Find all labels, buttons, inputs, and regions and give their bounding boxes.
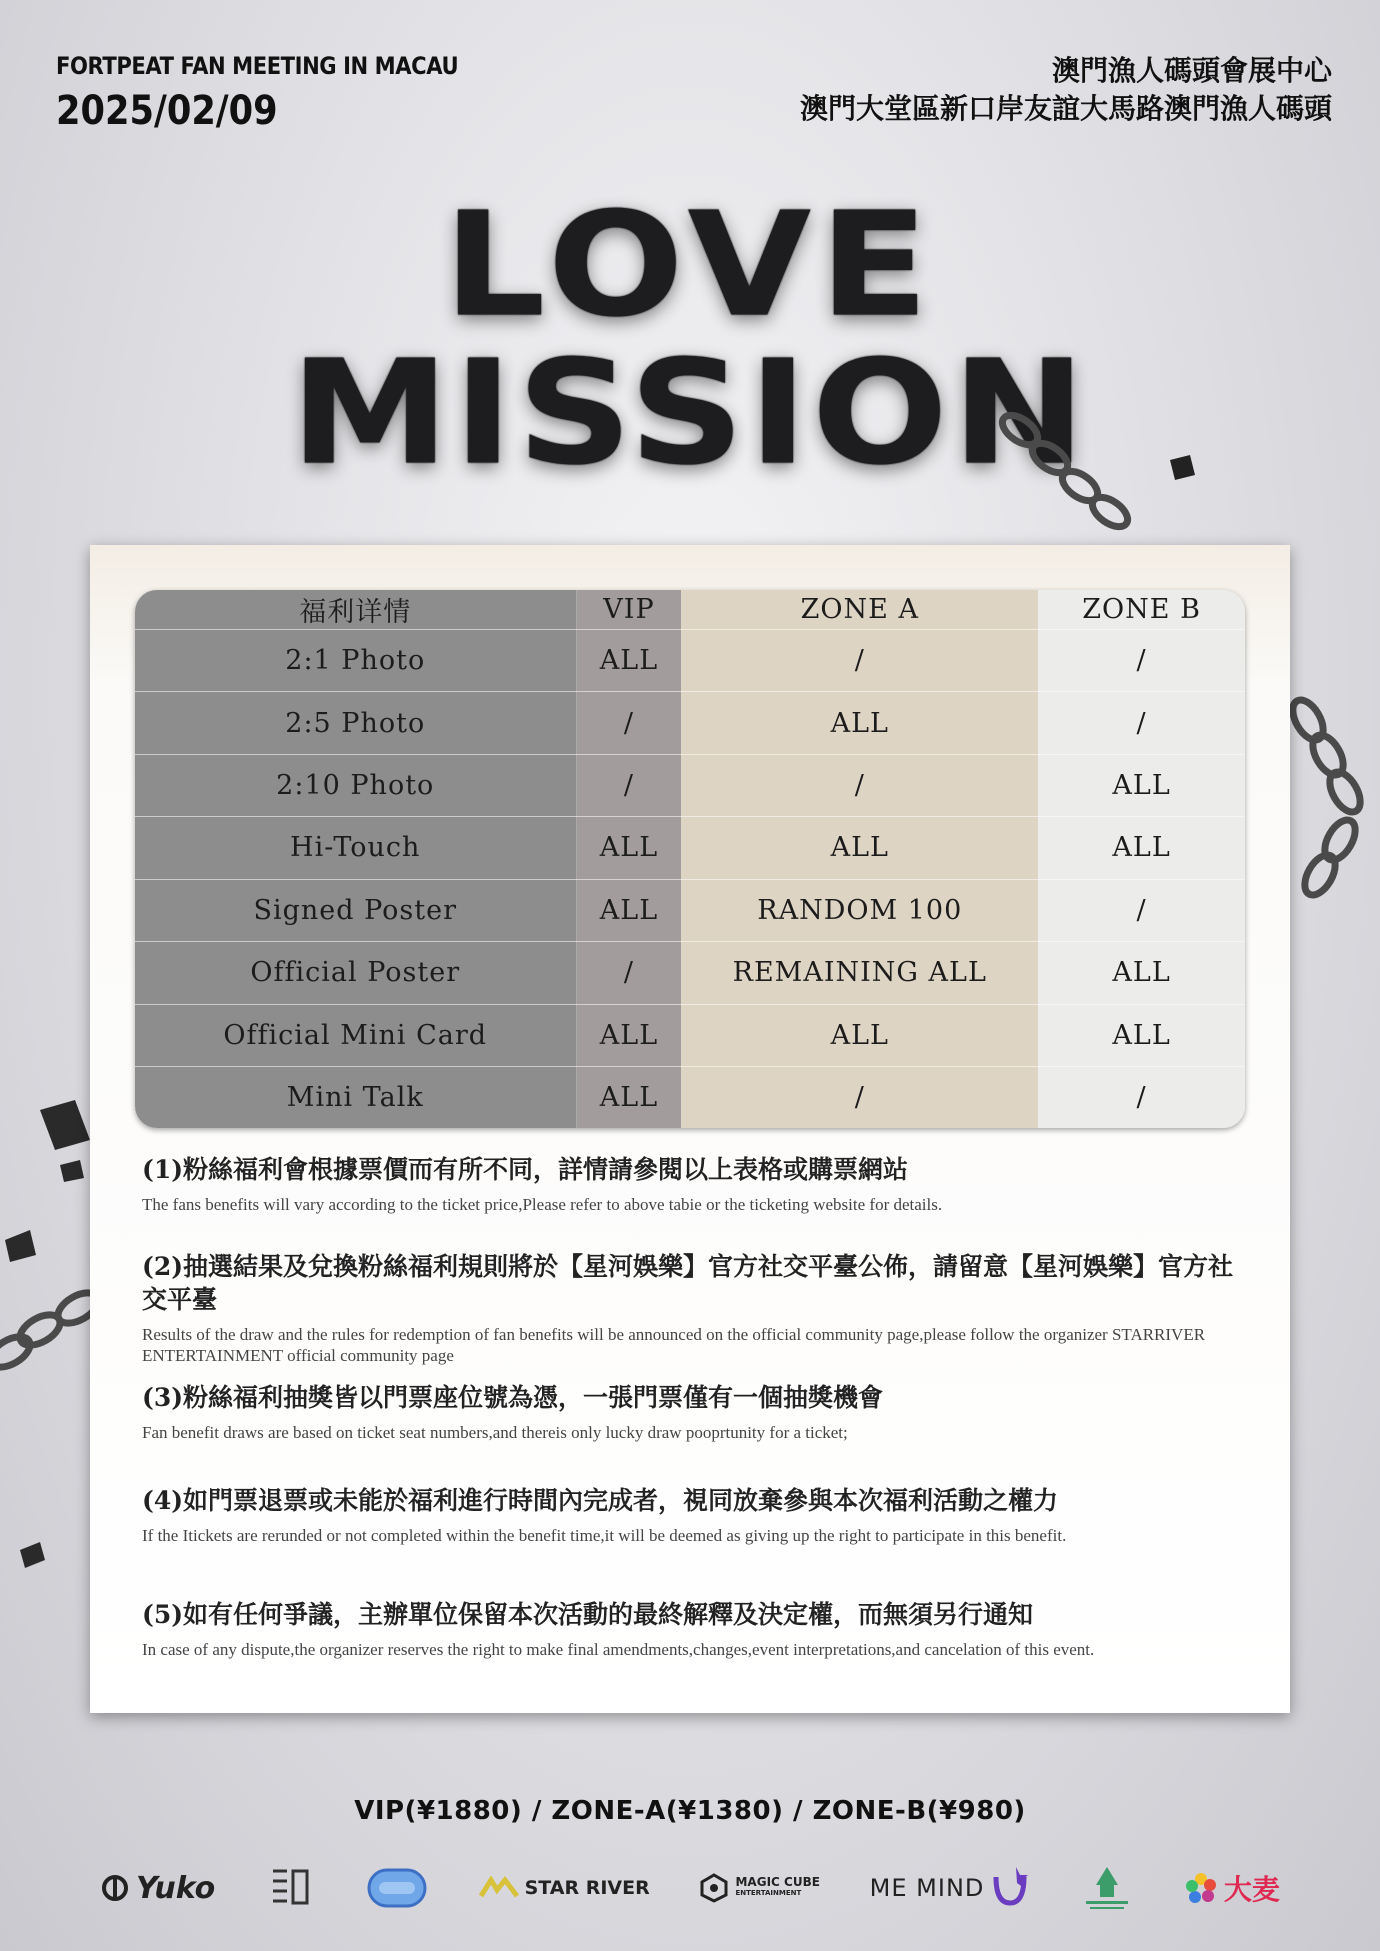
- cell-vip: /: [576, 692, 681, 754]
- table-row: [135, 630, 1245, 692]
- table-row: [135, 817, 1245, 879]
- cell-zone-b: ALL: [1038, 754, 1245, 816]
- cell-vip: ALL: [576, 1004, 681, 1066]
- sponsor-starriver-text: STAR RIVER: [524, 1877, 650, 1899]
- cell-vip: ALL: [576, 817, 681, 879]
- venue-name: 澳門漁人碼頭會展中心: [1051, 54, 1332, 87]
- term-text-en: If the Itickets are rerunded or not completed within the benefit time,it will be deemed as giving up the right to participate in this benefit.: [142, 1526, 1067, 1545]
- sponsor-yuko-text: Yuko: [136, 1870, 216, 1906]
- terms-list: [142, 1153, 1252, 1660]
- cell-zone-a: ALL: [681, 817, 1038, 879]
- cube-logo-icon: [699, 1873, 729, 1903]
- term-text-cn: (4)如門票退票或未能於福利進行時間內完成者，視同放棄參與本次福利活動之權力: [142, 1486, 1059, 1515]
- table-row: [135, 692, 1245, 754]
- term-text-cn: (5)如有任何爭議，主辦單位保留本次活動的最終解釋及決定權，而無須另行通知: [142, 1600, 1034, 1629]
- term-text-en: Results of the draw and the rules for redemption of fan benefits will be announced on the official community page,please follow the organizer STARRIVER ENTERTAINMENT official community page: [142, 1325, 1206, 1365]
- cell-zone-a: /: [681, 754, 1038, 816]
- header-zone-b: ZONE B: [1038, 590, 1245, 630]
- yuko-logo-icon: [100, 1873, 130, 1903]
- sponsor-fishermans-wharf: [1080, 1863, 1134, 1913]
- ticket-prices: VIP(¥1880) / ZONE-A(¥1380) / ZONE-B(¥980): [354, 1796, 1026, 1826]
- sponsor-damai-text: 大麦: [1223, 1873, 1280, 1906]
- cell-zone-a: ALL: [681, 692, 1038, 754]
- cell-zone-b: ALL: [1038, 942, 1245, 1004]
- term-item: [142, 1484, 1252, 1598]
- damai-logo-icon: [1184, 1871, 1218, 1905]
- event-header: [56, 52, 513, 134]
- term-text-en: Fan benefit draws are based on ticket seat numbers,and thereis only lucky draw pooprtunity for a ticket;: [142, 1423, 848, 1442]
- cell-benefit: 2:10 Photo: [135, 754, 576, 816]
- sponsor-blue-logo: [365, 1866, 429, 1910]
- benefits-table: [135, 590, 1245, 1128]
- cell-benefit: Hi-Touch: [135, 817, 576, 879]
- term-item: [142, 1598, 1252, 1660]
- table-row: [135, 754, 1245, 816]
- benefits-table-wrapper: [135, 590, 1245, 1128]
- sponsor-magiccube-subtext: ENTERTAINMENT: [735, 1889, 802, 1897]
- table-row: [135, 879, 1245, 941]
- cell-vip: ALL: [576, 1066, 681, 1128]
- cell-benefit: Mini Talk: [135, 1066, 576, 1128]
- cell-zone-a: /: [681, 630, 1038, 692]
- cell-vip: /: [576, 754, 681, 816]
- blue-badge-icon: [365, 1866, 429, 1910]
- table-row: [135, 942, 1245, 1004]
- cell-zone-b: ALL: [1038, 1004, 1245, 1066]
- term-text-en: In case of any dispute,the organizer reserves the right to make final amendments,changes,event interpretations,and cancelation of this event.: [142, 1640, 1095, 1659]
- cell-zone-b: /: [1038, 1066, 1245, 1128]
- term-item: [142, 1381, 1252, 1484]
- term-text-cn: (1)粉絲福利會根據票價而有所不同，詳情請參閱以上表格或購票網站: [142, 1155, 909, 1184]
- cell-benefit: Signed Poster: [135, 879, 576, 941]
- sponsor-magiccube: [699, 1873, 819, 1903]
- logo-line-1: LOVE: [443, 180, 937, 349]
- cell-benefit: 2:5 Photo: [135, 692, 576, 754]
- sponsor-memind-text: ME MIND: [869, 1874, 985, 1902]
- table-header-row: [135, 590, 1245, 630]
- sponsor-damai: [1184, 1868, 1280, 1908]
- cell-zone-a: RANDOM 100: [681, 879, 1038, 941]
- sponsor-memind: [870, 1863, 1031, 1913]
- cell-zone-b: /: [1038, 692, 1245, 754]
- cell-zone-a: ALL: [681, 1004, 1038, 1066]
- term-item: [142, 1250, 1252, 1381]
- cell-zone-b: ALL: [1038, 817, 1245, 879]
- cell-vip: ALL: [576, 879, 681, 941]
- cell-benefit: Official Poster: [135, 942, 576, 1004]
- sponsor-yuko: [100, 1871, 215, 1906]
- cell-zone-b: /: [1038, 879, 1245, 941]
- sponsor-magiccube-text: MAGIC CUBE: [735, 1875, 820, 1889]
- cell-benefit: 2:1 Photo: [135, 630, 576, 692]
- cell-vip: ALL: [576, 630, 681, 692]
- memind-logo-icon: [990, 1863, 1030, 1913]
- venue-info: [800, 52, 1332, 128]
- sponsor-studio-logo: [265, 1863, 315, 1913]
- term-item: [142, 1153, 1252, 1250]
- term-text-cn: (2)抽選結果及兌換粉絲福利規則將於【星河娛樂】官方社交平臺公佈，請留意【星河娛樂】官方社交平臺: [142, 1252, 1234, 1314]
- header-zone-a: ZONE A: [681, 590, 1038, 630]
- cell-zone-a: /: [681, 1066, 1038, 1128]
- cell-vip: /: [576, 942, 681, 1004]
- table-row: [135, 1004, 1245, 1066]
- cell-zone-b: /: [1038, 630, 1245, 692]
- cell-benefit: Official Mini Card: [135, 1004, 576, 1066]
- venue-address: 澳門大堂區新口岸友誼大馬路澳門漁人碼頭: [799, 92, 1332, 125]
- event-date: 2025/02/09: [56, 88, 278, 134]
- studio-logo-icon: [265, 1863, 315, 1913]
- table-row: [135, 1066, 1245, 1128]
- cell-zone-a: REMAINING ALL: [681, 942, 1038, 1004]
- header-vip: VIP: [576, 590, 681, 630]
- sponsor-starriver: [479, 1876, 650, 1900]
- starriver-logo-icon: [479, 1876, 519, 1900]
- header-benefit: 福利详情: [135, 590, 576, 630]
- event-name: FORTPEAT FAN MEETING IN MACAU: [56, 52, 459, 80]
- term-text-cn: (3)粉絲福利抽獎皆以門票座位號為憑，一張門票僅有一個抽獎機會: [142, 1383, 884, 1412]
- logo-line-2: MISSION: [290, 328, 1090, 497]
- term-text-en: The fans benefits will vary according to the ticket price,Please refer to above tabie or the ticketing website for details.: [142, 1195, 943, 1214]
- wharf-logo-icon: [1080, 1863, 1134, 1913]
- sponsor-logos: [100, 1858, 1280, 1918]
- benefits-card: [90, 545, 1290, 1713]
